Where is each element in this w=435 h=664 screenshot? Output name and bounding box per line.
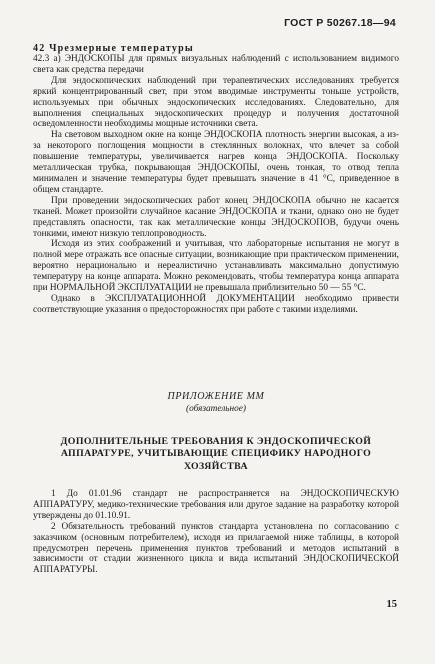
appendix-body <box>33 489 399 576</box>
standard-header: ГОСТ Р 50267.18—94 <box>284 17 396 29</box>
appendix-heading-line: ХОЗЯЙСТВА <box>184 460 248 472</box>
appendix-heading-line: АППАРАТУРЕ, УЧИТЫВАЮЩИЕ СПЕЦИФИКУ НАРОДНОГО <box>60 448 372 460</box>
appendix-title: ПРИЛОЖЕНИЕ ММ <box>167 390 265 402</box>
appendix-paragraph: 1 До 01.01.96 стандарт не распространяется на ЭНДОСКОПИЧЕСКУЮ АППАРАТУРУ, медико-технические требования или другое задание на разработку которой утверждены до 01.10.91. <box>33 488 399 521</box>
section-paragraph: 42.3 а) ЭНДОСКОПЫ для прямых визуальных наблюдений с использованием видимого света как средства передачи <box>33 54 399 75</box>
appendix-heading <box>33 436 399 473</box>
section-title: 42 Чрезмерные температуры <box>33 43 194 54</box>
section-paragraph: Однако в ЭКСПЛУАТАЦИОННОЙ ДОКУМЕНТАЦИИ необходимо привести соответствующие указания о предосторожностях при работе с такими изделиями. <box>33 293 399 315</box>
section-paragraph: При проведении эндоскопических работ конец ЭНДОСКОПА обычно не касается тканей. Может произойти случайное касание ЭНДОСКОПА и ткани, однако оно не будет представлять опасности, так как металлические концы ЭНДОСКОПОВ, будучи очень тонкими, имеют низкую теплопроводность. <box>33 195 399 239</box>
section-paragraph: Для эндоскопических наблюдений при терапевтических исследованиях требуется яркий концентрированный свет, при этом вводимые инструменты тоньше устройств, используемых при обычных эндоскопических исследованиях. Следовательно, для выполнения специальных эндоскопических процедур и получения достаточной осведомленности необходимы мощные источники света. <box>33 75 399 130</box>
appendix-subtitle: (обязательное) <box>185 403 247 414</box>
section-paragraph: Исходя из этих соображений и учитывая, что лабораторные испытания не могут в полной мере отражать все опасные ситуации, возникающие при практическом применении, вероятно нерационально и нереалистично устанавливать максимально допустимую температуру на конце аппарата. Можно рекомендовать, чтобы температура конца аппарата при НОРМАЛЬНОЙ ЭКСПЛУАТАЦИИ не превышала приблизительно 50 — 55 °С. <box>33 239 399 294</box>
section-paragraph: На световом выходном окне на конце ЭНДОСКОПА плотность энергии высокая, а из-за некоторого поглощения мощности в стеклянных волокнах, что влечет за собой повышение температуры, увеличивается нагрев конца ЭНДОСКОПА. Поскольку металлическая трубка, покрывающая ЭНДОСКОПЫ, очень тонкая, то отвод тепла минимален и значение температуры будет превышать значение в 41 °С, приведенное в общем стандарте. <box>33 130 399 195</box>
page-number: 15 <box>386 599 397 610</box>
appendix-heading-line: ДОПОЛНИТЕЛЬНЫЕ ТРЕБОВАНИЯ К ЭНДОСКОПИЧЕСКОЙ <box>60 435 372 447</box>
appendix-paragraph: 2 Обязательность требований пунктов стандарта установлена по согласованию с заказчиком (основным потребителем), исходя из прилагаемой ниже таблицы, в которой предусмотрен перечень применения пунктов требований и методов испытаний в зависимости от стадии жизненного цикла и вида испытаний ЭНДОСКОПИЧЕСКОЙ АППАРАТУРЫ. <box>33 521 399 576</box>
